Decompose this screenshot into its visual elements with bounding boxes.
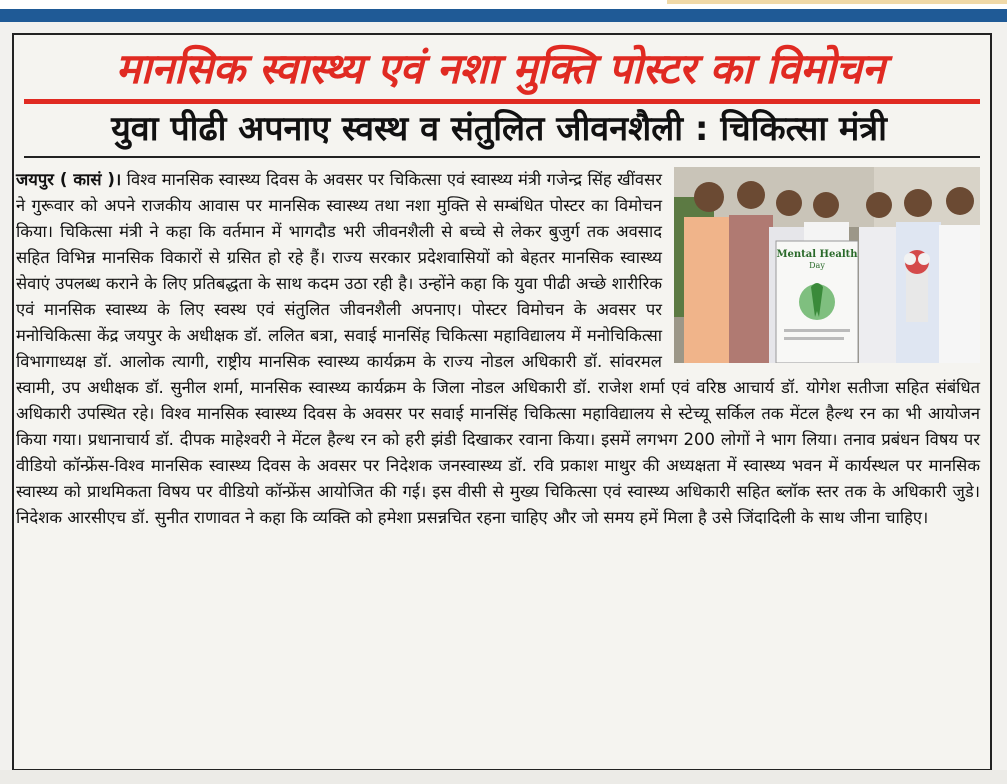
top-banner-accent [667, 0, 1007, 4]
headline: मानसिक स्वास्थ्य एवं नशा मुक्ति पोस्टर का विमोचन [115, 44, 885, 93]
dateline: जयपुर ( कासं )। [16, 170, 122, 189]
event-photo [674, 167, 980, 363]
poster-title: Mental Health [776, 249, 858, 260]
top-banner [0, 0, 1007, 22]
news-clipping [12, 33, 992, 771]
headline-rule [24, 99, 980, 104]
poster-day: Day [809, 261, 825, 270]
event-photo-illustration [674, 167, 980, 363]
article-body [16, 167, 980, 531]
subheadline: युवा पीढी अपनाए स्वस्थ व संतुलित जीवनशैली : चिकित्सा मंत्री [111, 109, 887, 149]
subheadline-rule [24, 156, 980, 158]
bottom-strip [0, 770, 1007, 784]
article-text: विश्व मानसिक स्वास्थ्य दिवस के अवसर पर चिकित्सा एवं स्वास्थ्य मंत्री गजेन्द्र सिंह खींवसर ने गुरूवार को अपने राजकीय आवास पर मानसिक स्वास्थ्य तथा नशा मुक्ति से सम्बंधित पोस्टर का विमोचन किया। चिकित्सा मंत्री ने कहा कि वर्तमान में भागदौड भरी जीवनशैली से बच्चे से लेकर बुजुर्ग तक अवसाद सहित विभिन्न मानसिक विकारों से ग्रसित हो रहे हैं। राज्य सरकार प्रदेशवासियों को बेहतर मानसिक स्वास्थ्य सेवाएं उपलब्ध कराने के लिए प्रतिबद्धता के साथ कदम उठा रही है। उन्होंने कहा कि युवा पीढी अच्छे शारीरिक एवं मानसिक स्वास्थ्य के लिए स्वस्थ एवं संतुलित जीवनशैली अपनाए। पोस्टर विमोचन के अवसर पर मनोचिकित्सा केंद्र जयपुर के अधीक्षक डॉ. ललित बत्रा, सवाई मानसिंह चिकित्सा महाविद्यालय में मनोचिकित्सा विभागाध्यक्ष डॉ. आलोक त्यागी, राष्ट्रीय मानसिक स्वास्थ्य कार्यक्रम के राज्य नोडल अधिकारी डॉ. सांवरमल स्वामी, उप अधीक्षक डॉ. सुनील शर्मा, मानसिक स्वास्थ्य कार्यक्रम के जिला नोडल अधिकारी डॉ. राजेश शर्मा एवं वरिष्ठ आचार्य डॉ. योगेश सतीजा सहित संबंधित अधिकारी उपस्थित रहे। विश्व मानसिक स्वास्थ्य दिवस के अवसर पर सवाई मानसिंह चिकित्सा महाविद्यालय से स्टेच्यू सर्किल तक मेंटल हैल्थ रन का भी आयोजन किया गया। प्रधानाचार्य डॉ. दीपक माहेश्वरी ने मेंटल हैल्थ रन को हरी झंडी दिखाकर रवाना किया। इसमें लगभग 200 लोगों ने भाग लिया। तनाव प्रबंधन विषय पर वीडियो कॉन्फ्रेंस-विश्व मानसिक स्वास्थ्य दिवस के अवसर पर निदेशक जनस्वास्थ्य डॉ. रवि प्रकाश माथुर की अध्यक्षता में स्वास्थ्य भवन में कार्यस्थल पर मानसिक स्वास्थ्य को प्राथमिकता विषय पर वीडियो कॉन्फ्रेंस आयोजित की गई। इस वीसी से मुख्य चिकित्सा एवं स्वास्थ्य अधिकारी सहित ब्लॉक स्तर तक के अधिकारी जुडे। निदेशक आरसीएच डॉ. सुनीत राणावत ने कहा कि व्यक्ति को हमेशा प्रसन्नचित रहना चाहिए और जो समय हमें मिला है उसे जिंदादिली के साथ जीना चाहिए। [16, 170, 980, 527]
